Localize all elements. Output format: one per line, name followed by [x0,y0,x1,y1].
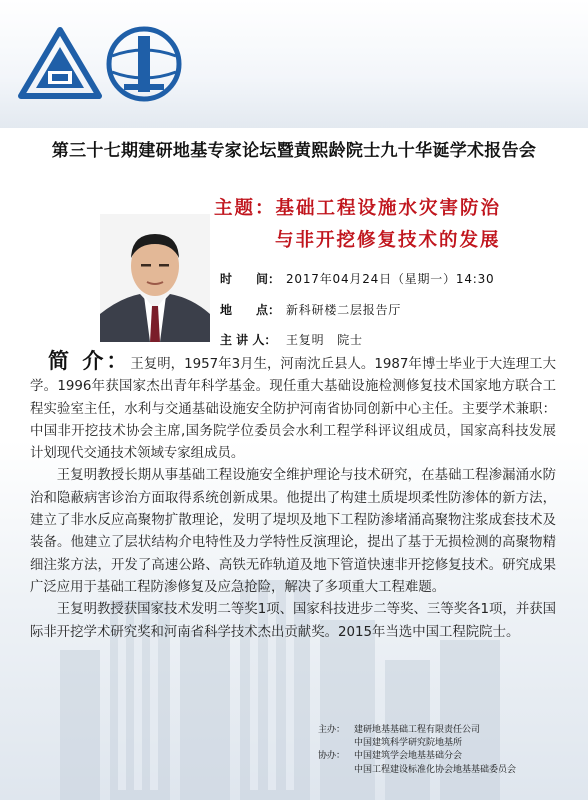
host-org-2: 中国建筑科学研究院地基所 [354,738,463,749]
place-value: 新科研楼二层报告厅 [286,303,402,317]
organizers [318,724,516,777]
host-label: 主办： [318,725,346,735]
speaker-introduction [30,350,556,644]
co-org-2: 中国工程建设标准化协会地基基础委员会 [354,764,517,775]
co-row-1 [318,750,516,763]
event-place-row [220,301,401,318]
speaker-value: 王复明 院士 [286,333,363,347]
topic-title-line-1: 主题：基础工程设施水灾害防治 [214,198,502,219]
intro-paragraph-1-text: 王复明，1957年3月生，河南沈丘县人。1987年博士毕业于大连理工大学。1996年获国家杰出青年科学基金。现任重大基础设施检测修复技术国家地方联合工程实验室主任，水利与交通基础设施安全防护河南省协同创新中心主任。主要学术兼职：中国非开挖技术协会主席,国务院学位委员会水利工程学科评议组成员，国家高科技发展计划现代交通技术领域专家组成员。 [30,357,556,462]
event-time-row [220,270,494,287]
host-org-1: 建研地基基础工程有限责任公司 [354,725,481,735]
time-value: 2017年04月24日（星期一）14:30 [286,272,495,286]
co-row-2 [318,764,516,777]
intro-heading: 简 介： [48,349,131,373]
co-org-1: 中国建筑学会地基基础分会 [354,751,463,762]
intro-paragraph-3: 王复明教授获国家技术发明二等奖1项、国家科技进步二等奖、三等奖各1项，并获国际非开挖学术研究奖和河南省科学技术杰出贡献奖。2015年当选中国工程院院士。 [30,602,556,640]
co-label: 协办： [318,751,346,762]
intro-paragraph-1 [30,350,556,465]
cabr-logo-icon [18,27,102,99]
speaker-label: 主 讲 人： [220,333,277,347]
topic-title-line-2: 与非开挖修复技术的发展 [275,230,501,251]
event-title: 第三十七期建研地基专家论坛暨黄熙龄院士九十华诞学术报告会 [51,141,537,161]
time-label: 时 间： [220,272,281,286]
foundation-institute-logo-icon [104,26,184,102]
intro-paragraph-2: 王复明教授长期从事基础工程设施安全维护理论与技术研究，在基础工程渗漏涌水防治和隐蔽病害诊治方面取得系统创新成果。他提出了构建土质堤坝柔性防渗体的新方法，建立了非水反应高聚物扩散理论，发明了堤坝及地下工程防渗堵涌高聚物注浆成套技术及装备。他建立了层状结构介电特性及力学特性反演理论，提出了基于无损检测的高聚物精细注浆方法，开发了高速公路、高铁无砟轨道及地下管道快速非开挖修复技术。研究成果广泛应用于基础工程防渗修复及应急抢险，解决了多项重大工程难题。 [30,468,556,595]
host-row-1 [318,724,516,737]
speaker-portrait [100,214,210,342]
host-row-2 [318,737,516,750]
speaker-row [220,331,363,348]
place-label: 地 点： [220,303,281,317]
